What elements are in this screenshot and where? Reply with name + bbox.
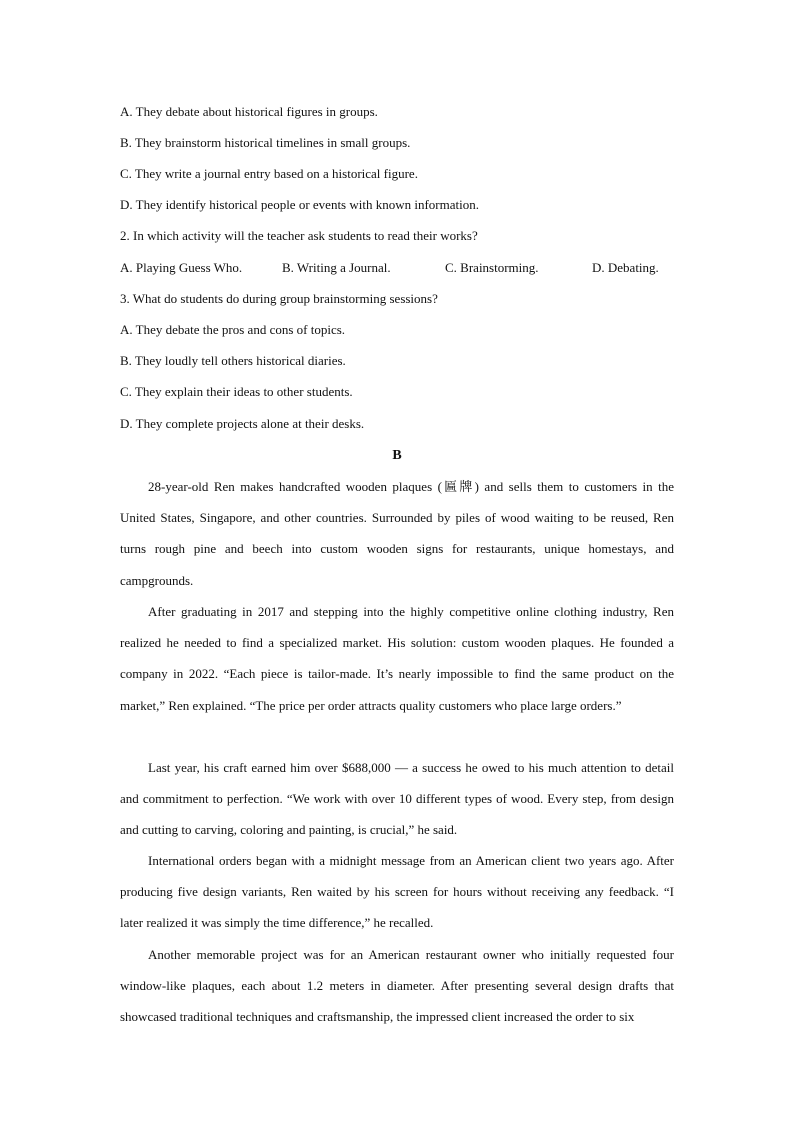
q3-option-a: A. They debate the pros and cons of topics. (120, 322, 346, 337)
section-b-heading: B (392, 448, 402, 463)
paragraph-1: 28-year-old Ren makes handcrafted wooden plaques (匾牌) and sells them to customers in the United States, Singapore, and other countries. Surrounded by piles of wood waiting to be reused, Ren turns rough pine and beech into custom wooden signs for restaurants, unique homestays, and campgrounds. (120, 479, 674, 588)
q2-stem: 2. In which activity will the teacher ask students to read their works? (120, 228, 478, 243)
q2-option-b: B. Writing a Journal. (282, 260, 391, 275)
q3-option-d: D. They complete projects alone at their desks. (120, 416, 365, 431)
q1-option-b: B. They brainstorm historical timelines in small groups. (120, 135, 411, 150)
q1-option-c: C. They write a journal entry based on a historical figure. (120, 166, 418, 181)
q2-option-d: D. Debating. (592, 260, 659, 275)
q3-option-c: C. They explain their ideas to other students. (120, 384, 353, 399)
q1-option-d: D. They identify historical people or events with known information. (120, 197, 479, 212)
paragraph-5: Another memorable project was for an American restaurant owner who initially requested four window-like plaques, each about 1.2 meters in diameter. After presenting several design drafts that showcased traditional techniques and craftsmanship, the impressed client increased the order to six (120, 947, 674, 1025)
q1-option-a: A. They debate about historical figures in groups. (120, 104, 378, 119)
q3-option-b: B. They loudly tell others historical diaries. (120, 353, 346, 368)
paragraph-3: Last year, his craft earned him over $688,000 — a success he owed to his much attention to detail and commitment to perfection. “We work with over 10 different types of wood. Every step, from design and cutting to carving, coloring and painting, is crucial,” he said. (120, 760, 674, 838)
q3-stem: 3. What do students do during group brainstorming sessions? (120, 291, 438, 306)
paragraph-4: International orders began with a midnight message from an American client two years ago. After producing five design variants, Ren waited by his screen for hours without receiving any feedback. “I later realized it was simply the time difference,” he recalled. (120, 853, 674, 931)
paragraph-2: After graduating in 2017 and stepping into the highly competitive online clothing industry, Ren realized he needed to find a specialized market. His solution: custom wooden plaques. He founded a company in 2022. “Each piece is tailor-made. It’s nearly impossible to find the same product on the market,” Ren explained. “The price per order attracts quality customers who place large orders.” (120, 604, 674, 713)
q2-option-a: A. Playing Guess Who. (120, 260, 243, 275)
q2-option-c: C. Brainstorming. (445, 260, 539, 275)
